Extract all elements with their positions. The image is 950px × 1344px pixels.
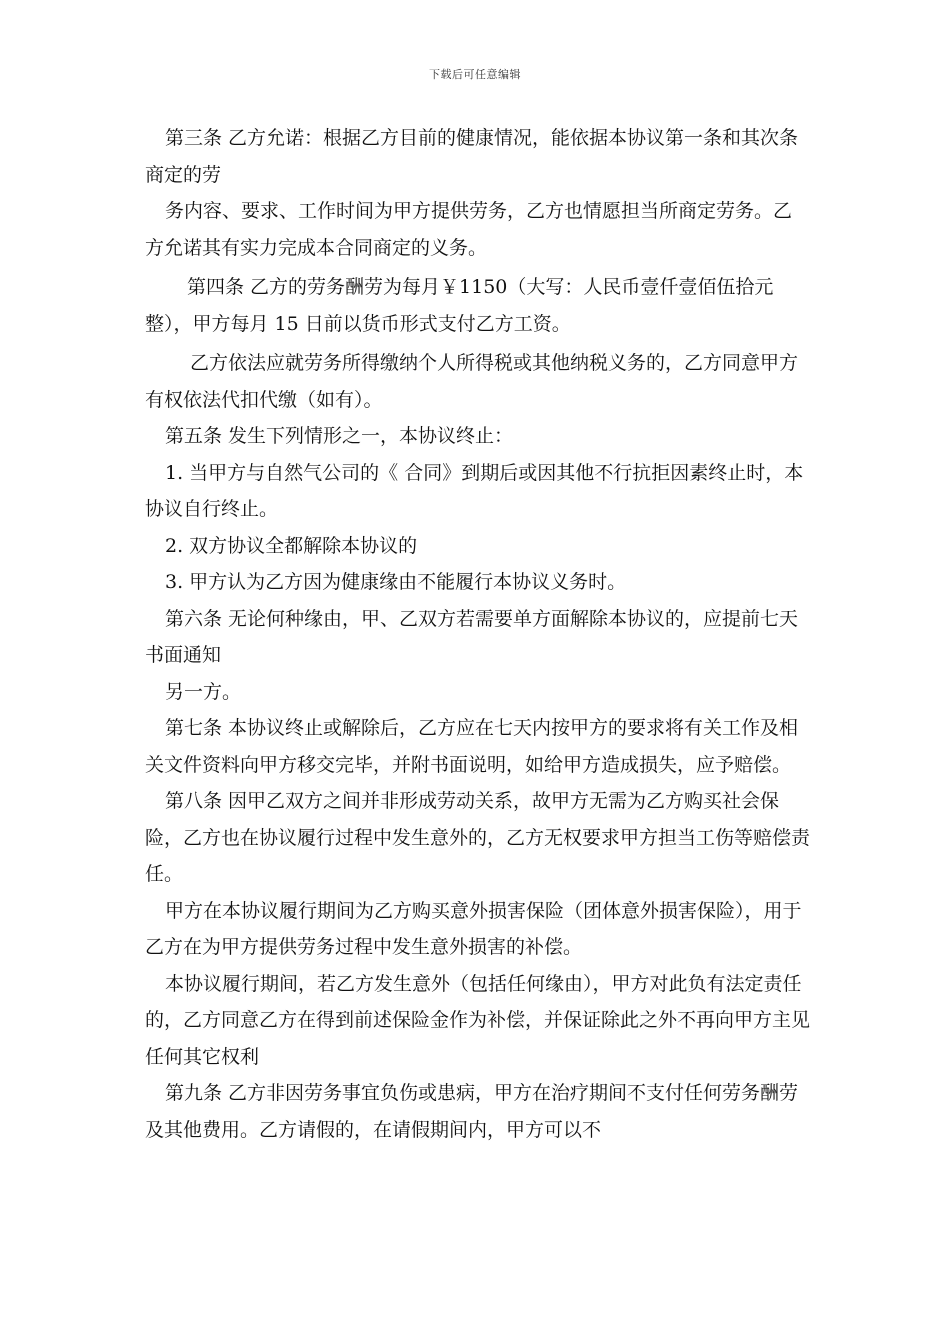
- clause-7: 第七条 本协议终止或解除后，乙方应在七天内按甲方的要求将有关工作及相关文件资料向甲方移交完毕，并附书面说明，如给甲方造成损失，应予赔偿。: [145, 717, 799, 776]
- clause-4-tax: 乙方依法应就劳务所得缴纳个人所得税或其他纳税义务的，乙方同意甲方有权依法代扣代缴（如有）。: [145, 352, 799, 411]
- clause-5: 第五条 发生下列情形之一，本协议终止：: [165, 425, 514, 447]
- clause-8: 第八条 因甲乙双方之间并非形成劳动关系，故甲方无需为乙方购买社会保险，乙方也在协议履行过程中发生意外的，乙方无权要求甲方担当工伤等赔偿责任。: [145, 790, 811, 885]
- page-header: 下载后可任意编辑: [429, 68, 521, 81]
- document-body: [145, 120, 810, 1148]
- clause-6-continued: 另一方。: [165, 680, 242, 703]
- clause-6: 第六条 无论何种缘由，甲、乙双方若需要单方面解除本协议的，应提前七天书面通知: [145, 607, 799, 666]
- clause-8-accident: 本协议履行期间，若乙方发生意外（包括任何缘由），甲方对此负有法定责任的，乙方同意乙方在得到前述保险金作为补偿，并保证除此之外不再向甲方主见任何其它权利: [145, 972, 811, 1068]
- clause-5-item-2: 2. 双方协议全都解除本协议的: [165, 534, 418, 557]
- clause-5-item-1: 1. 当甲方与自然气公司的《 合同》到期后或因其他不行抗拒因素终止时，本协议自行终止。: [145, 461, 804, 520]
- clause-5-item-3: 3. 甲方认为乙方因为健康缘由不能履行本协议义务时。: [165, 571, 627, 593]
- clause-4: 第四条 乙方的劳务酬劳为每月￥1150（大写：人民币壹仟壹佰伍拾元整），甲方每月 15 日前以货币形式支付乙方工资。: [145, 276, 774, 335]
- clause-9: 第九条 乙方非因劳务事宜负伤或患病，甲方在治疗期间不支付任何劳务酬劳及其他费用。乙方请假的，在请假期间内，甲方可以不: [145, 1082, 799, 1141]
- clause-3: 第三条 乙方允诺：根据乙方目前的健康情况，能依据本协议第一条和其次条商定的劳: [145, 127, 799, 186]
- clause-8-insurance: 甲方在本协议履行期间为乙方购买意外损害保险（团体意外损害保险），用于乙方在为甲方提供劳务过程中发生意外损害的补偿。: [145, 899, 802, 958]
- clause-3-continued: 务内容、要求、工作时间为甲方提供劳务，乙方也情愿担当所商定劳务。乙方允诺其有实力完成本合同商定的义务。: [145, 200, 793, 259]
